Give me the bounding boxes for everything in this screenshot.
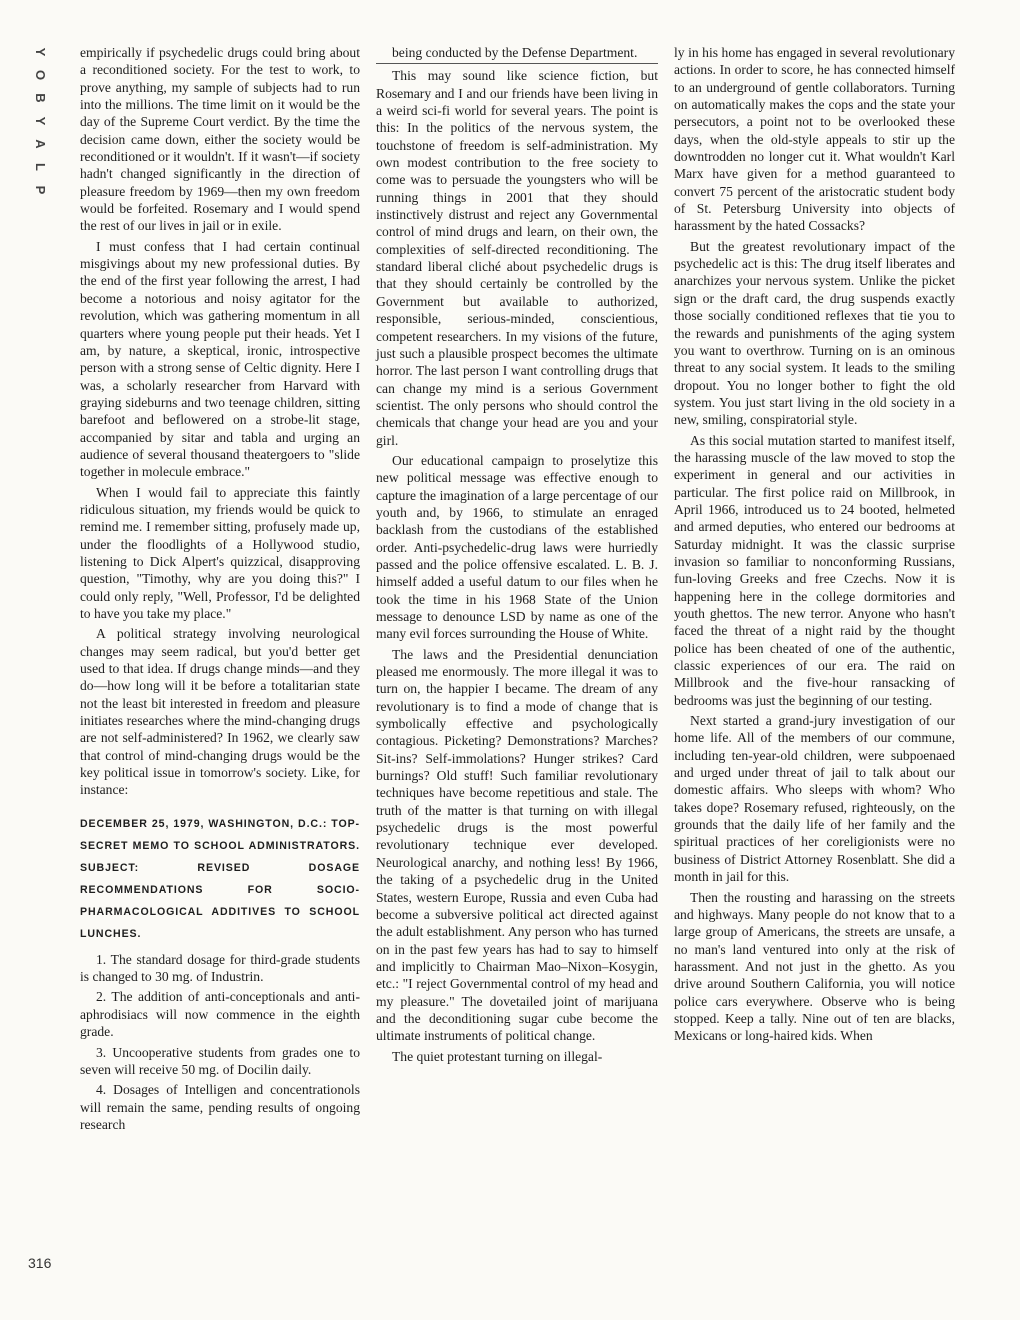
paragraph: Next started a grand-jury investigation of our home life. All of the members of our commune, including ten-year-old children, were subpoenaed and urged under threat of jail to talk about our domestic affairs. Who sleeps with whom? Who takes dope? Rosemary refused, righteously, on the grounds that the daily life of her family and the spiritual practices of her coreligionists were no business of District Attorney Rosenblatt. She did a month in jail for this. [674, 713, 955, 885]
masthead-letter: Y [33, 116, 48, 126]
list-item: 3. Uncooperative students from grades one to seven will receive 50 mg. of Docilin daily. [80, 1044, 360, 1077]
paragraph: This may sound like science fiction, but Rosemary and I and our friends have been living in a weird sci-fi world for several years. The point is this: In the politics of the nervous system, the touchstone of freedom is self-administration. My own modest contribution to the free society to come was to persuade the youngsters who will be running things in 2001 that they should instinctively distrust and reject any Governmental control of mind drugs and learn, on their own, the complexities of self-directed reconditioning. The standard liberal cliché about psychedelic drugs is that they should certainly be controlled by the Government but available to authorized, responsible, serious-minded, conscientious, competent researchers. In my visions of the future, just such a plausible prospect becomes the ultimate horror. The last person I want controlling drugs that can change my mind is a serious Government scientist. The only persons who should control the chemicals that change your head are you and your girl. [376, 68, 658, 448]
masthead-letter: P [33, 185, 48, 195]
paragraph: A political strategy involving neurological changes may seem radical, but you'd better get used to that idea. If drugs change minds—and they do—how long will it be before a totalitarian state not the least bit interested in freedom and pleasure initiates researches where the mind-changing drugs are not self-administered? In 1962, we clearly saw that control of mind-changing drugs would be the key political issue in tomorrow's society. Like, for instance: [80, 626, 360, 798]
masthead-letter: B [33, 93, 48, 103]
masthead-vertical [32, 44, 48, 198]
list-item: 2. The addition of anti-conceptionals and anti-aphrodisiacs will now commence in the eighth grade. [80, 989, 360, 1040]
list-item: 4. Dosages of Intelligen and concentrationols will remain the same, pending results of ongoing research [80, 1082, 360, 1132]
paragraph: But the greatest revolutionary impact of the psychedelic act is this: The drug itself liberates and anarchizes your nervous system. Unlike the picket sign or the draft card, the drug suspends exactly those socially conditioned reflexes that tie you to the rewards and punishments of the aging system you want to overthrow. Turning on is an ominous threat to any social system. It leads to the smiling dropout. You no longer bother to fight the old system. You just start living in the old society in a new, smiling, conspiratorial style. [674, 238, 955, 428]
paragraph: being conducted by the Defense Department. [376, 44, 658, 64]
paragraph: The quiet protestant turning on illegal- [392, 1048, 603, 1064]
masthead-letter: O [33, 69, 48, 81]
paragraph: Then the rousting and harassing on the streets and highways. Many people do not know that to a large group of Americans, the streets are unsafe, a no man's land ventured into only at the risk of harassment. And not just in the ghetto. As you drive around Southern California, you will notice police cars everywhere. Observe who is being stopped. Keep a tally. Nine out of ten are blacks, Mexicans or long-haired kids. When [674, 889, 955, 1044]
memo-heading: DECEMBER 25, 1979, WASHINGTON, D.C.: TOP-SECRET MEMO TO SCHOOL ADMINISTRATORS. SUBJECT: REVISED DOSAGE RECOMMENDATIONS FOR SOCIO-PHARMACOLOGICAL ADDITIVES TO SCHOOL LUNCHES. [80, 817, 360, 940]
page-number: 316 [28, 1255, 52, 1271]
paragraph: I must confess that I had certain continual misgivings about my new professional duties. By the end of the first year following the arrest, I had become a notorious and noisy agitator for the revolution, which was gathering momentum in all quarters where young people put their heads. Yet I am, by nature, a skeptical, ironic, introspective person with a strong sense of Celtic dignity. Here I was, a scholarly researcher from Harvard with graying sideburns and two teenage children, sitting barefoot and beflowered on a strobe-lit stage, accompanied by sitar and tabla and urging an audience of several thousand theatergoers to "slide together in molecule embrace." [80, 238, 360, 480]
column-1 [80, 44, 360, 1136]
paragraph: The laws and the Presidential denunciation pleased me enormously. The more illegal it was to turn on, the happier I became. The dream of any revolutionary is to find a mode of change that is symbolically effective and psychologically contagious. Picketing? Demonstrations? Marches? Sit-ins? Self-immolations? Hunger strikes? Card burnings? Old stuff! Such familiar revolutionary techniques have become repetitious and stale. The truth of the matter is that turning on with illegal psychedelic drugs is the most powerful revolutionary technique ever developed. Neurological anarchy, and nothing less! By 1966, the taking of a psychedelic drug in the United States, western Europe, Russia and even Cuba had become a subversive political act directed against the adult establishment. Any person who has turned on in the past few years has had to say to himself and implicitly to Chairman Mao–Nixon–Kosygin, etc.: "I reject Governmental control of my head and my pleasure." The dovetailed joint of marijuana and the deconditioning sugar cube become the ultimate instruments of political change. [376, 646, 658, 1044]
masthead-letter: Y [33, 47, 48, 57]
paragraph: Our educational campaign to proselytize this new political message was effective enough to capture the imagination of a large percentage of our youth and, by 1966, to stimulate an enraged backlash from the custodians of the established order. Anti-psychedelic-drug laws were hurriedly passed and the police offensive escalated. L. B. J. himself added a useful datum to our files when he took the time in his 1968 State of the Union message to denounce LSD by name as one of the many evil forces surrounding the House of White. [376, 452, 658, 642]
column-2 [376, 44, 658, 1068]
paragraph: As this social mutation started to manifest itself, the harassing muscle of the law moved to stop the experiment in general and our activities in particular. The first police raid on Millbrook, in April 1966, introduced us to 24 booted, helmeted and armed deputies, who entered our bedrooms at Saturday midnight. It was the classic surprise invasion so familiar to nonconforming Russians, fun-loving Greeks and free Czechs. Now it is happening here in the college dormitories and youth ghettos. The new terror. Anyone who hasn't faced the threat of a night raid by the thought police has been cheated of one of the authentic, classic experiences of our era. The raid on Millbrook and the five-hour ransacking of bedrooms was just the beginning of our testing. [674, 432, 955, 708]
masthead-letter: L [33, 163, 48, 171]
paragraph: ly in his home has engaged in several revolutionary actions. In order to score, he has connected himself to an underground of gentle collaborators. Turning on automatically makes the cops and the state your persecutors, a point not to be overlooked these days, when the old-style appeals to stir up the downtrodden no longer cut it. What wouldn't Karl Marx have given for a method guaranteed to convert 75 percent of the aristocratic student body of St. Petersburg University into objects of harassment by the hated Cossacks? [674, 45, 955, 234]
column-3 [674, 44, 955, 1048]
masthead-letter: A [33, 139, 48, 149]
paragraph: empirically if psychedelic drugs could bring about a reconditioned society. For the test to work, to prove anything, my sample of subjects had to run into the millions. The time limit on it would be the day of the Supreme Court verdict. By the time the decision came down, either the society would be reconditioned or it wouldn't. If it wasn't—if society hadn't changed significantly in the direction of pleasure freedom by 1969—then my own freedom would be forfeited. Rosemary and I would spend the rest of our lives in jail or in exile. [80, 45, 360, 234]
paragraph: When I would fail to appreciate this faintly ridiculous situation, my friends would be quick to remind me. I remember sitting, profusely made up, under the floodlights of a Hollywood studio, listening to Dick Alpert's quizzical, disapproving question, "Timothy, why are you doing this?" I could only reply, "Well, Professor, I'd be delighted to have you take my place." [80, 484, 360, 621]
list-item: 1. The standard dosage for third-grade students is changed to 30 mg. of Industrin. [80, 951, 360, 985]
